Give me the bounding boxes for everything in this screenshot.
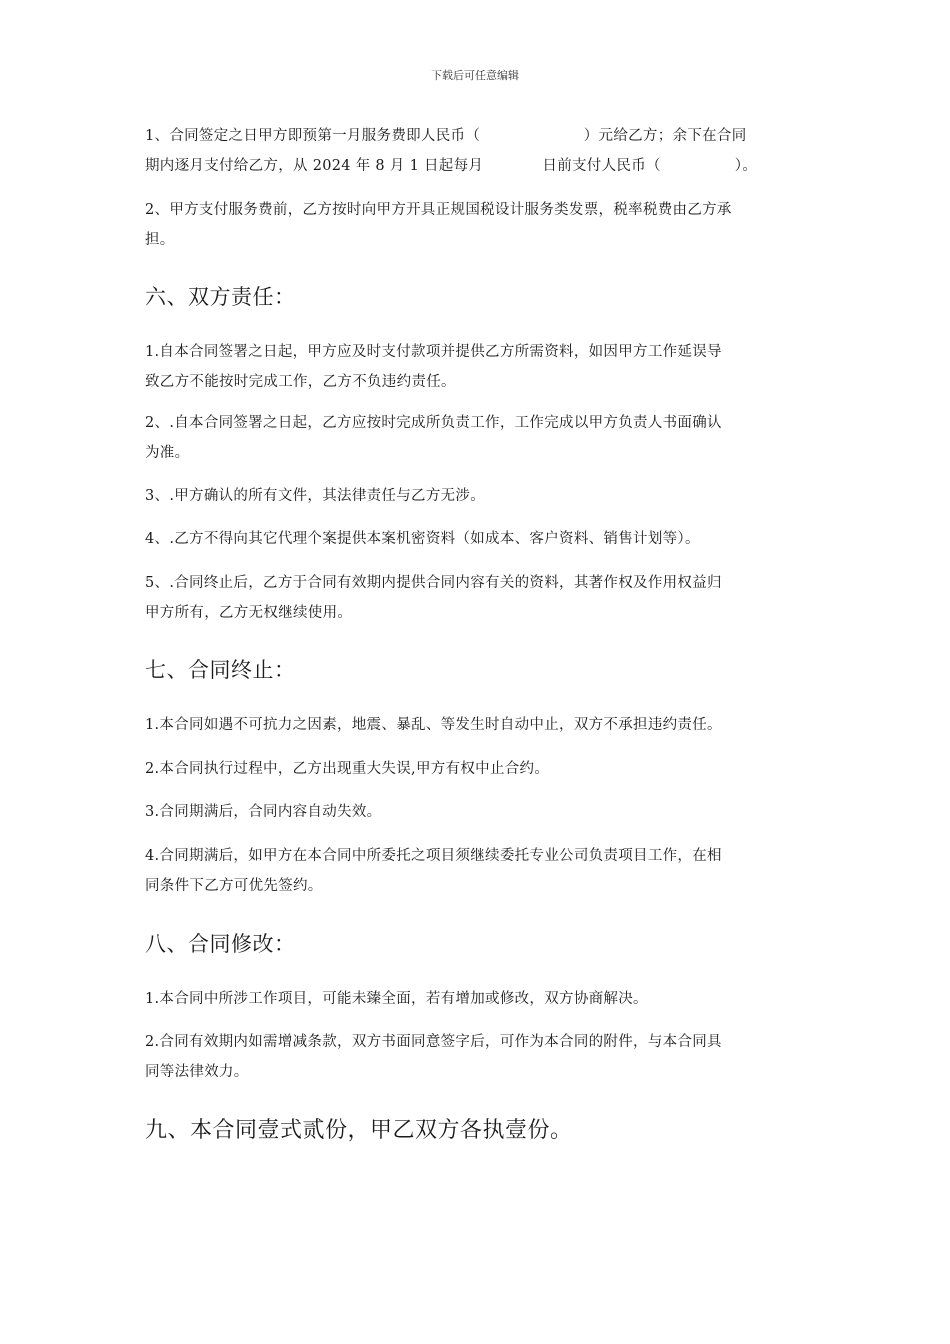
section-6-heading: 六、双方责任： — [145, 285, 296, 309]
section-6-item-1-line-1: 1.自本合同签署之日起，甲方应及时支付款项并提供乙方所需资料，如因甲方工作延误导 — [145, 344, 722, 360]
section-8-item-1: 1.本合同中所涉工作项目，可能未臻全面，若有增加或修改，双方协商解决。 — [145, 991, 648, 1007]
section-6-item-3: 3、.甲方确认的所有文件，其法律责任与乙方无涉。 — [145, 488, 486, 504]
section-9-heading: 九、本合同壹式贰份，甲乙双方各执壹份。 — [145, 1118, 573, 1143]
section-7-item-4-line-2: 同条件下乙方可优先签约。 — [145, 878, 323, 894]
section-7-heading: 七、合同终止： — [145, 658, 296, 682]
section-8-item-2-line-1: 2.合同有效期内如需增减条款，双方书面同意签字后，可作为本合同的附件，与本合同具 — [145, 1034, 722, 1050]
payment-clause-2-line-1: 2、甲方支付服务费前，乙方按时向甲方开具正规国税设计服务类发票，税率税费由乙方承 — [145, 202, 732, 218]
section-7-item-1: 1.本合同如遇不可抗力之因素，地震、暴乱、等发生时自动中止，双方不承担违约责任。 — [145, 717, 722, 733]
payment-clause-1-line-2: 期内逐月支付给乙方，从 2024 年 8 月 1 日起每月 日前支付人民币（ ）。 — [145, 158, 758, 174]
section-7-item-4-line-1: 4.合同期满后，如甲方在本合同中所委托之项目须继续委托专业公司负责项目工作，在相 — [145, 848, 722, 864]
section-6-item-4: 4、.乙方不得向其它代理个案提供本案机密资料（如成本、客户资料、销售计划等）。 — [145, 531, 700, 547]
page-header: 下载后可任意编辑 — [431, 69, 519, 82]
section-6-item-2-line-1: 2、.自本合同签署之日起，乙方应按时完成所负责工作，工作完成以甲方负责人书面确认 — [145, 415, 722, 431]
section-7-item-3: 3.合同期满后，合同内容自动失效。 — [145, 804, 382, 820]
payment-clause-1-line-1: 1、合同签定之日甲方即预第一月服务费即人民币（ ）元给乙方；余下在合同 — [145, 128, 747, 144]
section-7-item-2: 2.本合同执行过程中，乙方出现重大失误,甲方有权中止合约。 — [145, 761, 550, 777]
payment-clause-2-line-2: 担。 — [145, 232, 175, 248]
section-6-item-5-line-2: 甲方所有，乙方无权继续使用。 — [145, 605, 353, 621]
section-8-heading: 八、合同修改： — [145, 932, 296, 956]
section-6-item-5-line-1: 5、.合同终止后，乙方于合同有效期内提供合同内容有关的资料，其著作权及作用权益归 — [145, 575, 722, 591]
section-8-item-2-line-2: 同等法律效力。 — [145, 1064, 249, 1080]
section-6-item-1-line-2: 致乙方不能按时完成工作，乙方不负违约责任。 — [145, 374, 456, 390]
section-6-item-2-line-2: 为准。 — [145, 445, 190, 461]
